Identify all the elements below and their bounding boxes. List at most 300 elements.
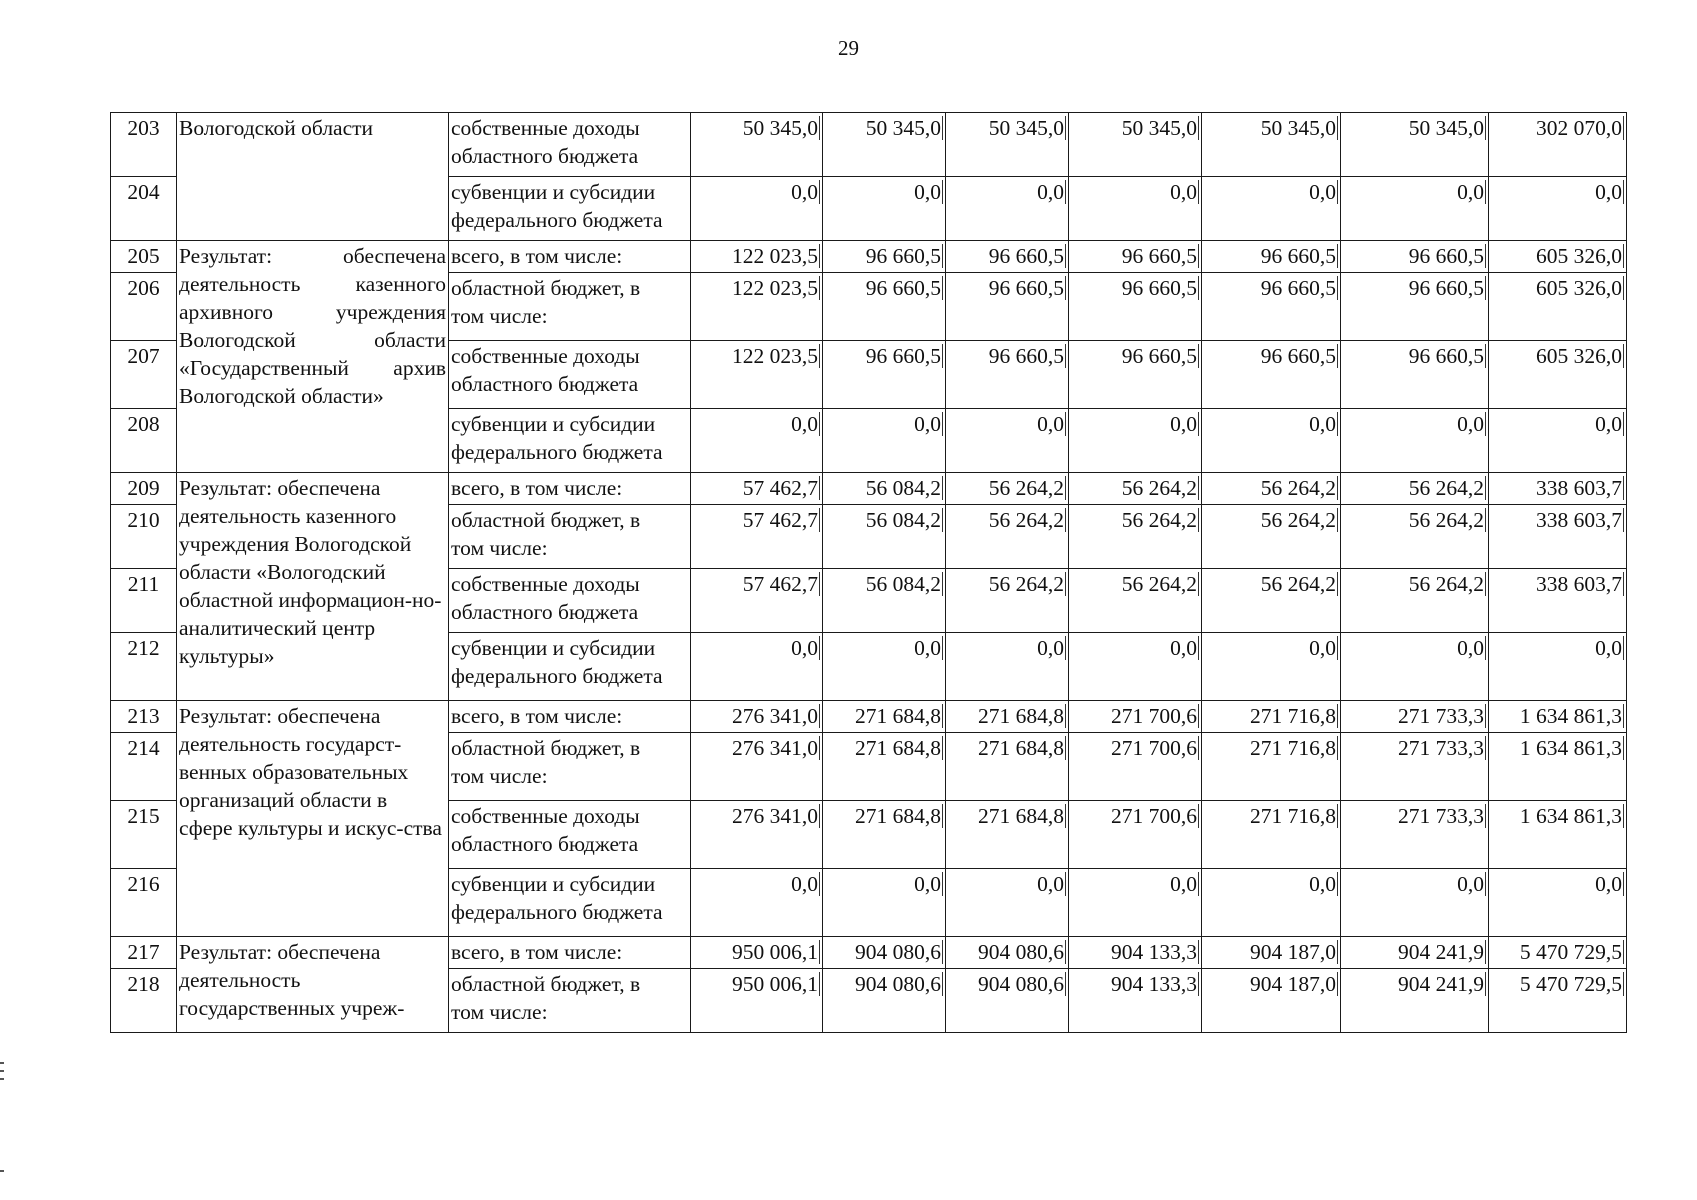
- row-number: 209: [111, 473, 177, 505]
- table-row: [111, 473, 1627, 505]
- funding-source-line: том числе:: [451, 764, 548, 788]
- funding-source-line: субвенции и субсидии: [451, 180, 656, 204]
- table-row: [111, 701, 1627, 733]
- year-value-cell: [946, 569, 1069, 633]
- year-value-cell: [1341, 869, 1489, 937]
- year-value-cell: [1069, 869, 1202, 937]
- value-text: 0,0: [1309, 636, 1336, 660]
- value-text: 338 603,7: [1536, 476, 1622, 500]
- value-text: 271 716,8: [1250, 736, 1336, 760]
- total-value-cell: [1489, 341, 1627, 409]
- value-text: 56 264,2: [988, 476, 1064, 500]
- value-text: 96 660,5: [1260, 276, 1336, 300]
- funding-source-line: субвенции и субсидии: [451, 872, 656, 896]
- value-text: 271 700,6: [1111, 704, 1197, 728]
- value-text: 5 470 729,5: [1519, 972, 1622, 996]
- year-value-cell: [691, 177, 823, 241]
- row-number: 213: [111, 701, 177, 733]
- value-text: 96 660,5: [1408, 276, 1484, 300]
- value-text: 271 733,3: [1398, 736, 1484, 760]
- year-value-cell: [1341, 341, 1489, 409]
- value-text: 50 345,0: [1260, 116, 1336, 140]
- year-value-cell: [691, 869, 823, 937]
- year-value-cell: [946, 113, 1069, 177]
- total-value-cell: [1489, 869, 1627, 937]
- year-value-cell: [1069, 937, 1202, 969]
- funding-source: [449, 241, 691, 273]
- year-value-cell: [1069, 701, 1202, 733]
- result-description: Вологодской области: [177, 113, 449, 241]
- year-value-cell: [1341, 177, 1489, 241]
- value-text: 50 345,0: [1408, 116, 1484, 140]
- total-value-cell: [1489, 241, 1627, 273]
- year-value-cell: [1202, 733, 1341, 801]
- total-value-cell: [1489, 733, 1627, 801]
- value-text: 56 264,2: [1260, 508, 1336, 532]
- row-number: 216: [111, 869, 177, 937]
- value-text: 950 006,1: [732, 972, 818, 996]
- value-text: 302 070,0: [1536, 116, 1622, 140]
- value-text: 57 462,7: [742, 508, 818, 532]
- value-text: 0,0: [914, 412, 941, 436]
- value-text: 904 133,3: [1111, 972, 1197, 996]
- row-number: 215: [111, 801, 177, 869]
- value-text: 96 660,5: [1121, 276, 1197, 300]
- funding-source-line: всего, в том числе:: [451, 940, 623, 964]
- value-text: 271 716,8: [1250, 704, 1336, 728]
- row-number: 207: [111, 341, 177, 409]
- total-value-cell: [1489, 113, 1627, 177]
- value-text: 904 080,6: [978, 972, 1064, 996]
- year-value-cell: [691, 409, 823, 473]
- value-text: 271 700,6: [1111, 736, 1197, 760]
- value-text: 0,0: [791, 412, 818, 436]
- value-text: 56 084,2: [865, 572, 941, 596]
- value-text: 904 187,0: [1250, 940, 1336, 964]
- value-text: 605 326,0: [1536, 344, 1622, 368]
- value-text: 0,0: [1309, 412, 1336, 436]
- year-value-cell: [1202, 177, 1341, 241]
- year-value-cell: [1341, 633, 1489, 701]
- result-description: Результат: обеспечена деятельность государст-венных образовательных организаций области в сфере культуры и искус-ства: [177, 701, 449, 937]
- value-text: 605 326,0: [1536, 276, 1622, 300]
- value-text: 0,0: [1170, 636, 1197, 660]
- funding-source-line: том числе:: [451, 536, 548, 560]
- year-value-cell: [946, 633, 1069, 701]
- year-value-cell: [1341, 409, 1489, 473]
- table-row: [111, 113, 1627, 177]
- value-text: 271 733,3: [1398, 704, 1484, 728]
- value-text: 96 660,5: [988, 276, 1064, 300]
- year-value-cell: [946, 341, 1069, 409]
- funding-source-line: субвенции и субсидии: [451, 412, 656, 436]
- year-value-cell: [946, 473, 1069, 505]
- year-value-cell: [946, 241, 1069, 273]
- year-value-cell: [1069, 241, 1202, 273]
- value-text: 271 684,8: [855, 704, 941, 728]
- value-text: 0,0: [1037, 412, 1064, 436]
- year-value-cell: [1202, 409, 1341, 473]
- year-value-cell: [1341, 733, 1489, 801]
- funding-source: [449, 701, 691, 733]
- funding-source: [449, 177, 691, 241]
- value-text: 271 716,8: [1250, 804, 1336, 828]
- value-text: 56 264,2: [988, 508, 1064, 532]
- margin-mark: [0, 1062, 4, 1064]
- value-text: 1 634 861,3: [1519, 736, 1622, 760]
- funding-source-line: федерального бюджета: [451, 208, 663, 232]
- year-value-cell: [691, 569, 823, 633]
- row-number: 205: [111, 241, 177, 273]
- year-value-cell: [1069, 473, 1202, 505]
- value-text: 0,0: [1595, 180, 1622, 204]
- value-text: 57 462,7: [742, 572, 818, 596]
- year-value-cell: [1202, 801, 1341, 869]
- total-value-cell: [1489, 569, 1627, 633]
- value-text: 0,0: [1595, 412, 1622, 436]
- year-value-cell: [823, 701, 946, 733]
- value-text: 0,0: [1595, 636, 1622, 660]
- funding-source-line: областного бюджета: [451, 144, 639, 168]
- value-text: 271 684,8: [978, 804, 1064, 828]
- value-text: 96 660,5: [1408, 344, 1484, 368]
- year-value-cell: [1069, 969, 1202, 1033]
- year-value-cell: [691, 241, 823, 273]
- total-value-cell: [1489, 701, 1627, 733]
- funding-source: [449, 409, 691, 473]
- value-text: 96 660,5: [988, 244, 1064, 268]
- value-text: 96 660,5: [1408, 244, 1484, 268]
- value-text: 904 187,0: [1250, 972, 1336, 996]
- value-text: 0,0: [1309, 872, 1336, 896]
- value-text: 0,0: [791, 636, 818, 660]
- row-number: 218: [111, 969, 177, 1033]
- row-number: 206: [111, 273, 177, 341]
- margin-mark: [0, 1170, 4, 1172]
- funding-source-line: всего, в том числе:: [451, 476, 623, 500]
- year-value-cell: [823, 869, 946, 937]
- year-value-cell: [823, 473, 946, 505]
- funding-source: [449, 473, 691, 505]
- value-text: 57 462,7: [742, 476, 818, 500]
- value-text: 0,0: [1457, 872, 1484, 896]
- value-text: 50 345,0: [865, 116, 941, 140]
- total-value-cell: [1489, 409, 1627, 473]
- funding-source-line: том числе:: [451, 1000, 548, 1024]
- year-value-cell: [1202, 341, 1341, 409]
- value-text: 96 660,5: [988, 344, 1064, 368]
- value-text: 904 080,6: [978, 940, 1064, 964]
- year-value-cell: [1341, 569, 1489, 633]
- year-value-cell: [946, 701, 1069, 733]
- year-value-cell: [1202, 241, 1341, 273]
- value-text: 271 700,6: [1111, 804, 1197, 828]
- funding-source-line: всего, в том числе:: [451, 244, 623, 268]
- value-text: 904 241,9: [1398, 940, 1484, 964]
- year-value-cell: [946, 177, 1069, 241]
- value-text: 96 660,5: [865, 344, 941, 368]
- year-value-cell: [1202, 701, 1341, 733]
- total-value-cell: [1489, 937, 1627, 969]
- funding-source: [449, 273, 691, 341]
- value-text: 0,0: [1309, 180, 1336, 204]
- year-value-cell: [1202, 273, 1341, 341]
- result-description: Результат: обеспечена деятельность казенного учреждения Вологодской области «Вологодский областной информацион-но-аналитический центр культуры»: [177, 473, 449, 701]
- year-value-cell: [1069, 341, 1202, 409]
- funding-source: [449, 341, 691, 409]
- value-text: 56 264,2: [1408, 508, 1484, 532]
- funding-source-line: областной бюджет, в: [451, 276, 641, 300]
- total-value-cell: [1489, 473, 1627, 505]
- value-text: 0,0: [1037, 872, 1064, 896]
- row-number: 211: [111, 569, 177, 633]
- value-text: 0,0: [914, 180, 941, 204]
- year-value-cell: [1202, 969, 1341, 1033]
- row-number: 203: [111, 113, 177, 177]
- year-value-cell: [823, 733, 946, 801]
- year-value-cell: [823, 801, 946, 869]
- year-value-cell: [946, 869, 1069, 937]
- year-value-cell: [1341, 969, 1489, 1033]
- year-value-cell: [823, 633, 946, 701]
- funding-source-line: всего, в том числе:: [451, 704, 623, 728]
- year-value-cell: [1069, 569, 1202, 633]
- page-number: 29: [838, 36, 859, 60]
- year-value-cell: [823, 505, 946, 569]
- value-text: 1 634 861,3: [1519, 804, 1622, 828]
- budget-table: [110, 112, 1627, 1033]
- year-value-cell: [823, 273, 946, 341]
- funding-source: [449, 569, 691, 633]
- table-row: [111, 937, 1627, 969]
- value-text: 0,0: [1457, 636, 1484, 660]
- value-text: 56 264,2: [1408, 572, 1484, 596]
- funding-source: [449, 869, 691, 937]
- year-value-cell: [1341, 473, 1489, 505]
- value-text: 96 660,5: [1121, 344, 1197, 368]
- value-text: 0,0: [914, 872, 941, 896]
- value-text: 96 660,5: [865, 244, 941, 268]
- funding-source-line: федерального бюджета: [451, 440, 663, 464]
- year-value-cell: [1069, 633, 1202, 701]
- year-value-cell: [691, 701, 823, 733]
- year-value-cell: [691, 969, 823, 1033]
- total-value-cell: [1489, 969, 1627, 1033]
- year-value-cell: [691, 801, 823, 869]
- value-text: 1 634 861,3: [1519, 704, 1622, 728]
- margin-mark: [0, 1078, 4, 1080]
- value-text: 96 660,5: [1121, 244, 1197, 268]
- funding-source: [449, 505, 691, 569]
- value-text: 56 264,2: [1260, 476, 1336, 500]
- year-value-cell: [691, 473, 823, 505]
- year-value-cell: [1341, 937, 1489, 969]
- value-text: 5 470 729,5: [1519, 940, 1622, 964]
- value-text: 56 084,2: [865, 508, 941, 532]
- value-text: 50 345,0: [988, 116, 1064, 140]
- row-number: 214: [111, 733, 177, 801]
- row-number: 212: [111, 633, 177, 701]
- value-text: 0,0: [1457, 412, 1484, 436]
- year-value-cell: [1069, 505, 1202, 569]
- year-value-cell: [823, 241, 946, 273]
- year-value-cell: [1069, 113, 1202, 177]
- value-text: 904 080,6: [855, 972, 941, 996]
- year-value-cell: [691, 937, 823, 969]
- year-value-cell: [1202, 869, 1341, 937]
- value-text: 56 264,2: [1260, 572, 1336, 596]
- year-value-cell: [691, 633, 823, 701]
- value-text: 56 264,2: [1121, 476, 1197, 500]
- year-value-cell: [946, 505, 1069, 569]
- year-value-cell: [823, 569, 946, 633]
- value-text: 271 684,8: [855, 736, 941, 760]
- funding-source: [449, 937, 691, 969]
- year-value-cell: [946, 937, 1069, 969]
- value-text: 50 345,0: [1121, 116, 1197, 140]
- value-text: 276 341,0: [732, 804, 818, 828]
- year-value-cell: [1341, 273, 1489, 341]
- value-text: 271 733,3: [1398, 804, 1484, 828]
- year-value-cell: [1341, 505, 1489, 569]
- total-value-cell: [1489, 273, 1627, 341]
- year-value-cell: [823, 113, 946, 177]
- funding-source-line: том числе:: [451, 304, 548, 328]
- value-text: 0,0: [791, 180, 818, 204]
- value-text: 271 684,8: [855, 804, 941, 828]
- value-text: 56 264,2: [1121, 508, 1197, 532]
- year-value-cell: [691, 505, 823, 569]
- year-value-cell: [691, 113, 823, 177]
- value-text: 0,0: [1170, 180, 1197, 204]
- value-text: 904 241,9: [1398, 972, 1484, 996]
- funding-source-line: областной бюджет, в: [451, 972, 641, 996]
- value-text: 96 660,5: [865, 276, 941, 300]
- result-description: Результат: обеспечена деятельность казенного архивного учреждения Вологодской области «Государственный архив Вологодской области»: [177, 241, 449, 473]
- value-text: 0,0: [1037, 636, 1064, 660]
- year-value-cell: [823, 177, 946, 241]
- value-text: 904 133,3: [1111, 940, 1197, 964]
- year-value-cell: [691, 273, 823, 341]
- year-value-cell: [691, 733, 823, 801]
- funding-source-line: областного бюджета: [451, 372, 639, 396]
- value-text: 950 006,1: [732, 940, 818, 964]
- value-text: 0,0: [791, 872, 818, 896]
- table-row: [111, 241, 1627, 273]
- row-number: 204: [111, 177, 177, 241]
- value-text: 904 080,6: [855, 940, 941, 964]
- year-value-cell: [1341, 241, 1489, 273]
- year-value-cell: [1202, 505, 1341, 569]
- row-number: 210: [111, 505, 177, 569]
- funding-source-line: областной бюджет, в: [451, 736, 641, 760]
- year-value-cell: [823, 409, 946, 473]
- value-text: 338 603,7: [1536, 572, 1622, 596]
- year-value-cell: [823, 341, 946, 409]
- value-text: 56 264,2: [1121, 572, 1197, 596]
- total-value-cell: [1489, 801, 1627, 869]
- value-text: 96 660,5: [1260, 244, 1336, 268]
- year-value-cell: [946, 273, 1069, 341]
- value-text: 0,0: [1170, 412, 1197, 436]
- funding-source-line: собственные доходы: [451, 344, 640, 368]
- total-value-cell: [1489, 177, 1627, 241]
- value-text: 56 084,2: [865, 476, 941, 500]
- year-value-cell: [1202, 937, 1341, 969]
- row-number: 217: [111, 937, 177, 969]
- funding-source-line: федерального бюджета: [451, 900, 663, 924]
- funding-source: [449, 801, 691, 869]
- value-text: 96 660,5: [1260, 344, 1336, 368]
- year-value-cell: [1341, 801, 1489, 869]
- value-text: 271 684,8: [978, 704, 1064, 728]
- value-text: 56 264,2: [1408, 476, 1484, 500]
- row-number: 208: [111, 409, 177, 473]
- total-value-cell: [1489, 505, 1627, 569]
- funding-source-line: областного бюджета: [451, 600, 639, 624]
- year-value-cell: [823, 969, 946, 1033]
- funding-source: [449, 633, 691, 701]
- year-value-cell: [946, 801, 1069, 869]
- year-value-cell: [1341, 113, 1489, 177]
- year-value-cell: [823, 937, 946, 969]
- year-value-cell: [1202, 473, 1341, 505]
- year-value-cell: [1202, 633, 1341, 701]
- value-text: 122 023,5: [732, 276, 818, 300]
- value-text: 50 345,0: [742, 116, 818, 140]
- funding-source-line: собственные доходы: [451, 804, 640, 828]
- year-value-cell: [1069, 409, 1202, 473]
- value-text: 0,0: [914, 636, 941, 660]
- funding-source-line: собственные доходы: [451, 116, 640, 140]
- year-value-cell: [1202, 569, 1341, 633]
- value-text: 0,0: [1595, 872, 1622, 896]
- value-text: 0,0: [1170, 872, 1197, 896]
- funding-source: [449, 969, 691, 1033]
- year-value-cell: [1341, 701, 1489, 733]
- year-value-cell: [1069, 273, 1202, 341]
- year-value-cell: [1069, 801, 1202, 869]
- value-text: 0,0: [1037, 180, 1064, 204]
- funding-source-line: собственные доходы: [451, 572, 640, 596]
- year-value-cell: [946, 733, 1069, 801]
- value-text: 122 023,5: [732, 244, 818, 268]
- total-value-cell: [1489, 633, 1627, 701]
- value-text: 276 341,0: [732, 736, 818, 760]
- year-value-cell: [1069, 177, 1202, 241]
- year-value-cell: [946, 409, 1069, 473]
- value-text: 0,0: [1457, 180, 1484, 204]
- margin-mark: [0, 1070, 4, 1072]
- year-value-cell: [691, 341, 823, 409]
- funding-source-line: федерального бюджета: [451, 664, 663, 688]
- result-description: Результат: обеспечена деятельность государственных учреж-: [177, 937, 449, 1033]
- value-text: 276 341,0: [732, 704, 818, 728]
- value-text: 271 684,8: [978, 736, 1064, 760]
- funding-source-line: областного бюджета: [451, 832, 639, 856]
- year-value-cell: [1202, 113, 1341, 177]
- year-value-cell: [1069, 733, 1202, 801]
- funding-source-line: субвенции и субсидии: [451, 636, 656, 660]
- year-value-cell: [946, 969, 1069, 1033]
- value-text: 122 023,5: [732, 344, 818, 368]
- funding-source: [449, 113, 691, 177]
- funding-source: [449, 733, 691, 801]
- value-text: 338 603,7: [1536, 508, 1622, 532]
- value-text: 56 264,2: [988, 572, 1064, 596]
- value-text: 605 326,0: [1536, 244, 1622, 268]
- funding-source-line: областной бюджет, в: [451, 508, 641, 532]
